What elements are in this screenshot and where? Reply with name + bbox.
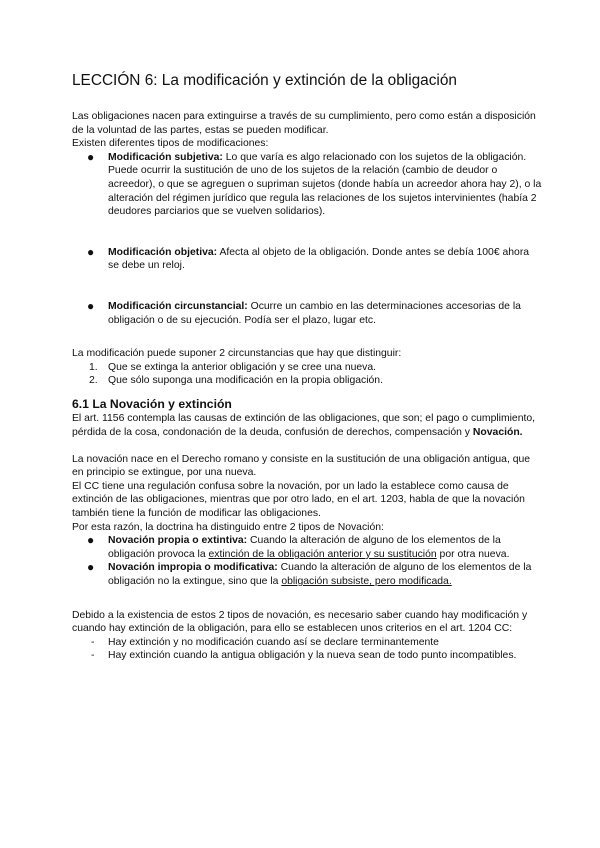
item-number: 2. xyxy=(89,375,98,387)
dash-marker: - xyxy=(91,650,95,662)
term: Novación impropia o modificativa: xyxy=(108,562,278,574)
list-item xyxy=(72,374,542,388)
list-item xyxy=(72,361,542,375)
definition: Cuando la alteración de alguno de los elementos de la obligación provoca la xyxy=(108,535,501,560)
term: Modificación objetiva: xyxy=(108,246,218,258)
definition: Lo que varía es algo relacionado con los sujetos de la obligación. Puede ocurrir la sustitución de uno de los sujetos de la relación (cambio de deudor o acreedor), o que se agreguen o supriman sujetos (donde había un acreedor ahora hay 2), o la alteración del régimen jurídico que regula las relaciones de los sujetos intervinientes (había 2 deudores parciarios que se vuelven solidarios). xyxy=(108,151,542,218)
bullet-icon: ● xyxy=(87,298,95,313)
list-item xyxy=(72,151,542,219)
definition: Afecta al objeto de la obligación. Donde antes se debía 100€ ahora se debe un reloj. xyxy=(108,246,530,272)
list-item xyxy=(72,300,542,327)
term: Modificación subjetiva: xyxy=(108,151,223,163)
list-item xyxy=(72,561,542,588)
circumstances-intro: La modificación puede suponer 2 circunstancias que hay que distinguir: xyxy=(72,348,402,360)
bold-term: Novación. xyxy=(472,426,523,438)
item-text: Que sólo suponga una modificación en la propia obligación. xyxy=(108,375,383,387)
novation-types-list xyxy=(72,534,542,588)
modification-types-list xyxy=(72,151,542,327)
intro-paragraph: Las obligaciones nacen para extinguirse a través de su cumplimiento, pero como están a disposición de la voluntad de las partes, estas se pueden modificar. xyxy=(72,111,536,136)
section-paragraph: El CC tiene una regulación confusa sobre la novación, por un lado la establece como causa de extinción de las obligaciones, mientras que por otro lado, en el art. 1203, habla de que la novación también tiene la función de modificar las obligaciones. xyxy=(72,480,525,520)
term: Novación propia o extintiva: xyxy=(108,535,248,547)
types-intro: Existen diferentes tipos de modificaciones: xyxy=(72,138,269,150)
criteria-list xyxy=(72,636,542,663)
list-item xyxy=(72,636,542,650)
page-title: LECCIÓN 6: La modificación y extinción de la obligación xyxy=(72,72,457,89)
dash-marker: - xyxy=(91,636,95,648)
bullet-icon: ● xyxy=(87,533,95,548)
document-page xyxy=(72,72,542,663)
list-item xyxy=(72,534,542,561)
term: Modificación circunstancial: xyxy=(108,300,248,312)
underlined-text: obligación subsiste, pero modificada. xyxy=(281,576,452,588)
item-text: Hay extinción cuando la antigua obligación y la nueva sean de todo punto incompatibles. xyxy=(108,650,517,662)
bullet-icon: ● xyxy=(87,244,95,259)
item-text: Que se extinga la anterior obligación y se cree una nueva. xyxy=(108,361,377,373)
section-paragraph: Debido a la existencia de estos 2 tipos de novación, es necesario saber cuando hay modificación y cuando hay extinción de la obligación, para ello se establecen unos criterios en el art. 1204 CC: xyxy=(72,609,528,635)
definition-end: por otra nueva. xyxy=(436,548,510,560)
circumstances-list xyxy=(72,361,542,388)
list-item xyxy=(72,649,542,663)
underlined-text: extinción de la obligación anterior y su sustitución xyxy=(208,548,437,560)
definition: Cuando la alteración de alguno de los elementos de la obligación no la extingue, sino que la xyxy=(108,562,532,588)
section-paragraph: La novación nace en el Derecho romano y consiste en la sustitución de una obligación antigua, que en principio se extingue, por una nueva. xyxy=(72,453,531,479)
item-text: Hay extinción y no modificación cuando así se declare terminantemente xyxy=(108,636,439,648)
definition: Ocurre un cambio en las determinaciones accesorias de la obligación o de su ejecución. Podía ser el plazo, lugar etc. xyxy=(108,300,521,326)
section-heading: 6.1 La Novación y extinción xyxy=(72,396,232,411)
paragraph-text: El art. 1156 contempla las causas de extinción de las obligaciones, que son; el pago o cumplimiento, pérdida de la cosa, condonación de la deuda, confusión de derechos, compensación y xyxy=(72,412,536,438)
item-number: 1. xyxy=(89,361,98,373)
section-paragraph: Por esta razón, la doctrina ha distinguido entre 2 tipos de Novación: xyxy=(72,521,384,533)
bullet-icon: ● xyxy=(87,149,95,164)
section-paragraph xyxy=(72,412,542,439)
bullet-icon: ● xyxy=(87,560,95,575)
list-item xyxy=(72,246,542,273)
